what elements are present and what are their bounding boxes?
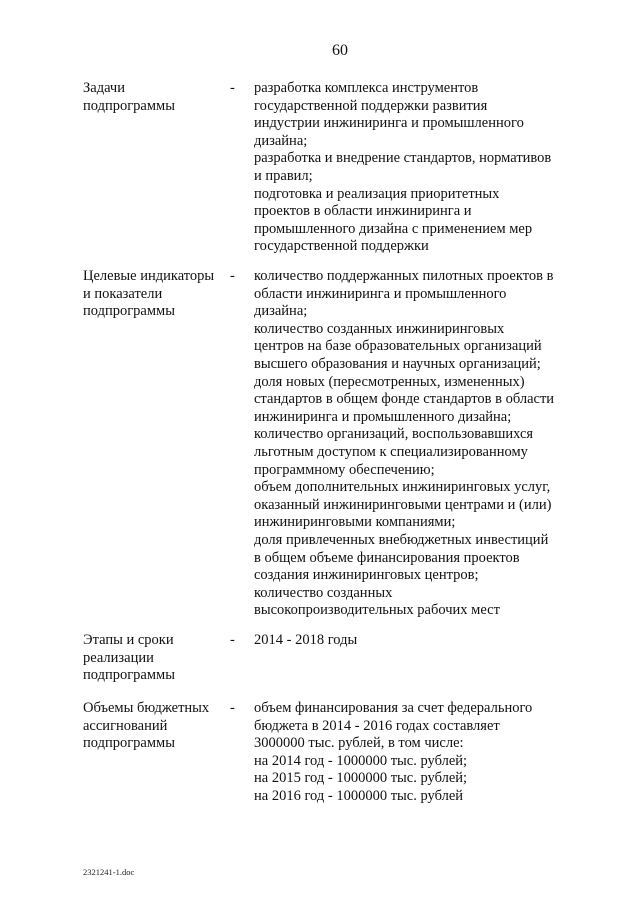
content-line: бюджета в 2014 - 2016 годах составляет [254,717,500,734]
section-label [83,632,228,685]
content-line: дизайна; [254,132,308,149]
content-line: объем финансирования за счет федерального [254,700,533,716]
label-line: подпрограммы [83,303,175,320]
label-line: Этапы и сроки [83,632,174,648]
label-line: Задачи [83,80,125,96]
content-line: области инжиниринга и промышленного [254,285,507,302]
content-line: 2014 - 2018 годы [254,632,358,648]
content-line: и правил; [254,167,313,184]
content-line: доля новых (пересмотренных, измененных) [254,373,525,390]
content-line: проектов в области инжиниринга и [254,203,472,220]
section-content [254,80,574,256]
section-content [254,268,574,620]
label-line: и показатели [83,285,163,302]
label-line: Целевые индикаторы [83,268,215,284]
section-content [254,700,574,806]
content-line: 3000000 тыс. рублей, в том числе: [254,735,464,752]
label-line: реализации [83,649,154,666]
content-line: разработка комплекса инструментов [254,80,479,96]
content-line: оказанный инжиниринговыми центрами и (или) [254,496,552,513]
content-line: дизайна; [254,303,308,320]
document-filename: 2321241-1.doc [83,867,135,877]
content-line: количество организаций, воспользовавшихся [254,426,534,443]
label-line: Объемы бюджетных [83,700,210,716]
content-line: подготовка и реализация приоритетных [254,185,500,202]
content-line: количество созданных инжиниринговых [254,320,505,337]
label-line: ассигнований [83,717,168,734]
label-line: подпрограммы [83,97,175,114]
content-line: количество поддержанных пилотных проектов в [254,268,554,284]
content-line: количество созданных [254,584,393,601]
content-line: инжиниринга и промышленного дизайна; [254,408,512,425]
content-line: льготным доступом к специализированному [254,443,528,460]
content-line: объем дополнительных инжиниринговых услуг, [254,479,551,496]
content-line: государственной поддержки развития [254,97,488,114]
page-number: 60 [332,42,348,59]
content-line: на 2015 год - 1000000 тыс. рублей; [254,770,468,787]
dash-separator: - [230,80,235,96]
content-line: государственной поддержки [254,238,429,255]
label-line: подпрограммы [83,735,175,752]
section-label [83,268,228,321]
section-label [83,80,228,115]
content-line: индустрии инжиниринга и промышленного [254,115,524,132]
content-line: на 2014 год - 1000000 тыс. рублей; [254,752,468,769]
dash-separator: - [230,700,235,716]
dash-separator: - [230,268,235,284]
content-line: высшего образования и научных организаций; [254,355,541,372]
content-line: высокопроизводительных рабочих мест [254,602,500,619]
content-line: стандартов в общем фонде стандартов в области [254,391,555,408]
content-line: промышленного дизайна с применением мер [254,220,533,237]
content-line: создания инжиниринговых центров; [254,567,479,584]
label-line: подпрограммы [83,667,175,684]
content-line: на 2016 год - 1000000 тыс. рублей [254,787,464,804]
content-line: доля привлеченных внебюджетных инвестиций [254,531,549,548]
section-content [254,632,574,650]
section-label [83,700,228,753]
content-line: центров на базе образовательных организаций [254,338,542,355]
content-line: разработка и внедрение стандартов, нормативов [254,150,552,167]
content-line: инжиниринговыми компаниями; [254,514,456,531]
content-line: программному обеспечению; [254,461,435,478]
content-line: в общем объеме финансирования проектов [254,549,520,566]
dash-separator: - [230,632,235,648]
